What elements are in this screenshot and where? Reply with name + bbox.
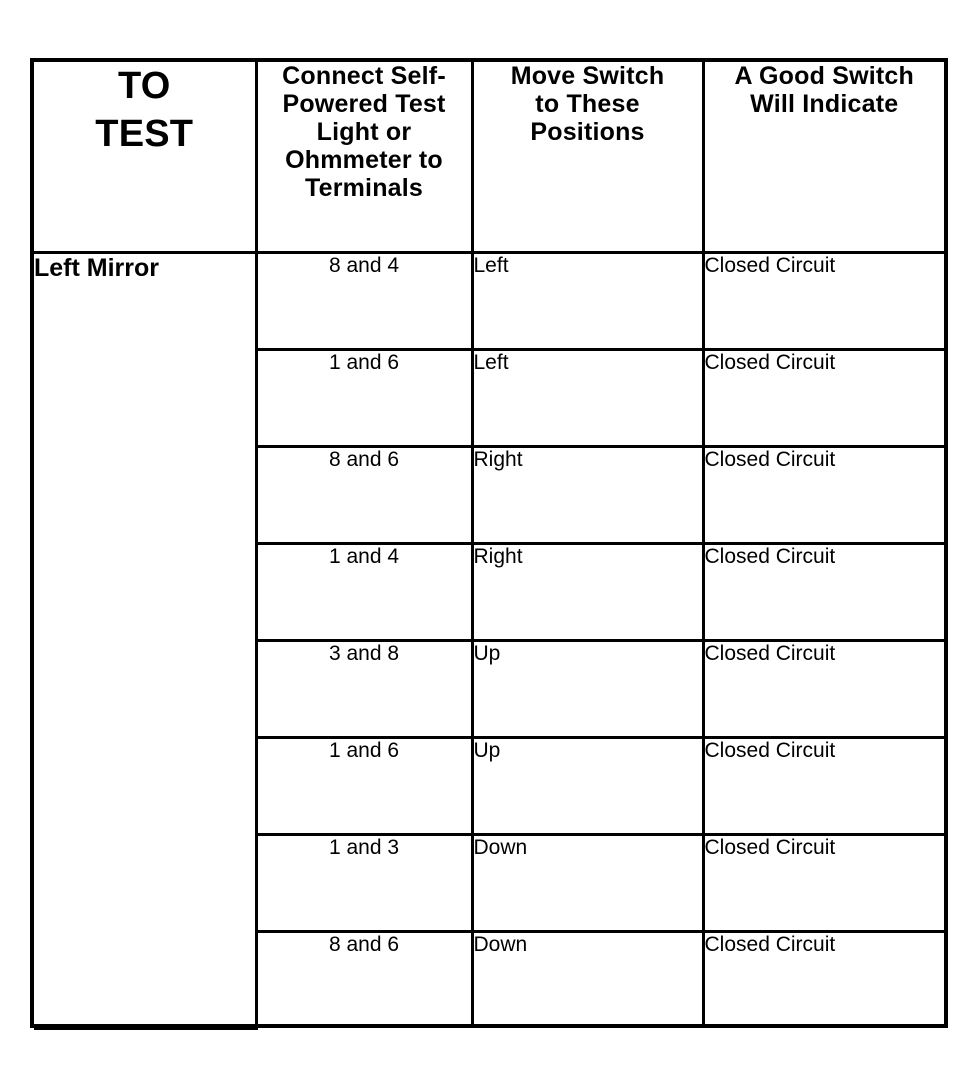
test-name-cell	[34, 252, 256, 1028]
header-row	[34, 62, 944, 252]
switch-test-table	[34, 62, 944, 1030]
terminals-cell: 1 and 4	[256, 543, 472, 640]
result-cell: Closed Circuit	[703, 737, 944, 834]
result-cell: Closed Circuit	[703, 640, 944, 737]
position-cell: Down	[472, 834, 703, 931]
position-cell: Down	[472, 931, 703, 1028]
header-to-test	[34, 62, 256, 252]
header-terminals	[256, 62, 472, 252]
result-cell: Closed Circuit	[703, 446, 944, 543]
header-terminals-label: Connect Self- Powered Test Light or Ohmmeter to Terminals	[282, 62, 446, 202]
header-indicate	[703, 62, 944, 252]
position-cell: Up	[472, 737, 703, 834]
test-name: Left Mirror	[34, 253, 159, 282]
terminals-cell: 1 and 6	[256, 349, 472, 446]
terminals-cell: 8 and 4	[256, 252, 472, 349]
result-cell: Closed Circuit	[703, 834, 944, 931]
result-cell: Closed Circuit	[703, 931, 944, 1028]
position-cell: Left	[472, 349, 703, 446]
switch-test-chart	[30, 58, 948, 1028]
terminals-cell: 8 and 6	[256, 931, 472, 1028]
terminals-cell: 8 and 6	[256, 446, 472, 543]
result-cell: Closed Circuit	[703, 543, 944, 640]
header-positions	[472, 62, 703, 252]
result-cell: Closed Circuit	[703, 252, 944, 349]
position-cell: Right	[472, 543, 703, 640]
terminals-cell: 3 and 8	[256, 640, 472, 737]
position-cell: Left	[472, 252, 703, 349]
header-to-test-label: TO TEST	[95, 65, 194, 155]
terminals-cell: 1 and 3	[256, 834, 472, 931]
result-cell: Closed Circuit	[703, 349, 944, 446]
table-row	[34, 252, 944, 349]
header-indicate-label: A Good Switch Will Indicate	[734, 62, 914, 118]
terminals-cell: 1 and 6	[256, 737, 472, 834]
position-cell: Right	[472, 446, 703, 543]
position-cell: Up	[472, 640, 703, 737]
header-positions-label: Move Switch to These Positions	[510, 62, 665, 146]
